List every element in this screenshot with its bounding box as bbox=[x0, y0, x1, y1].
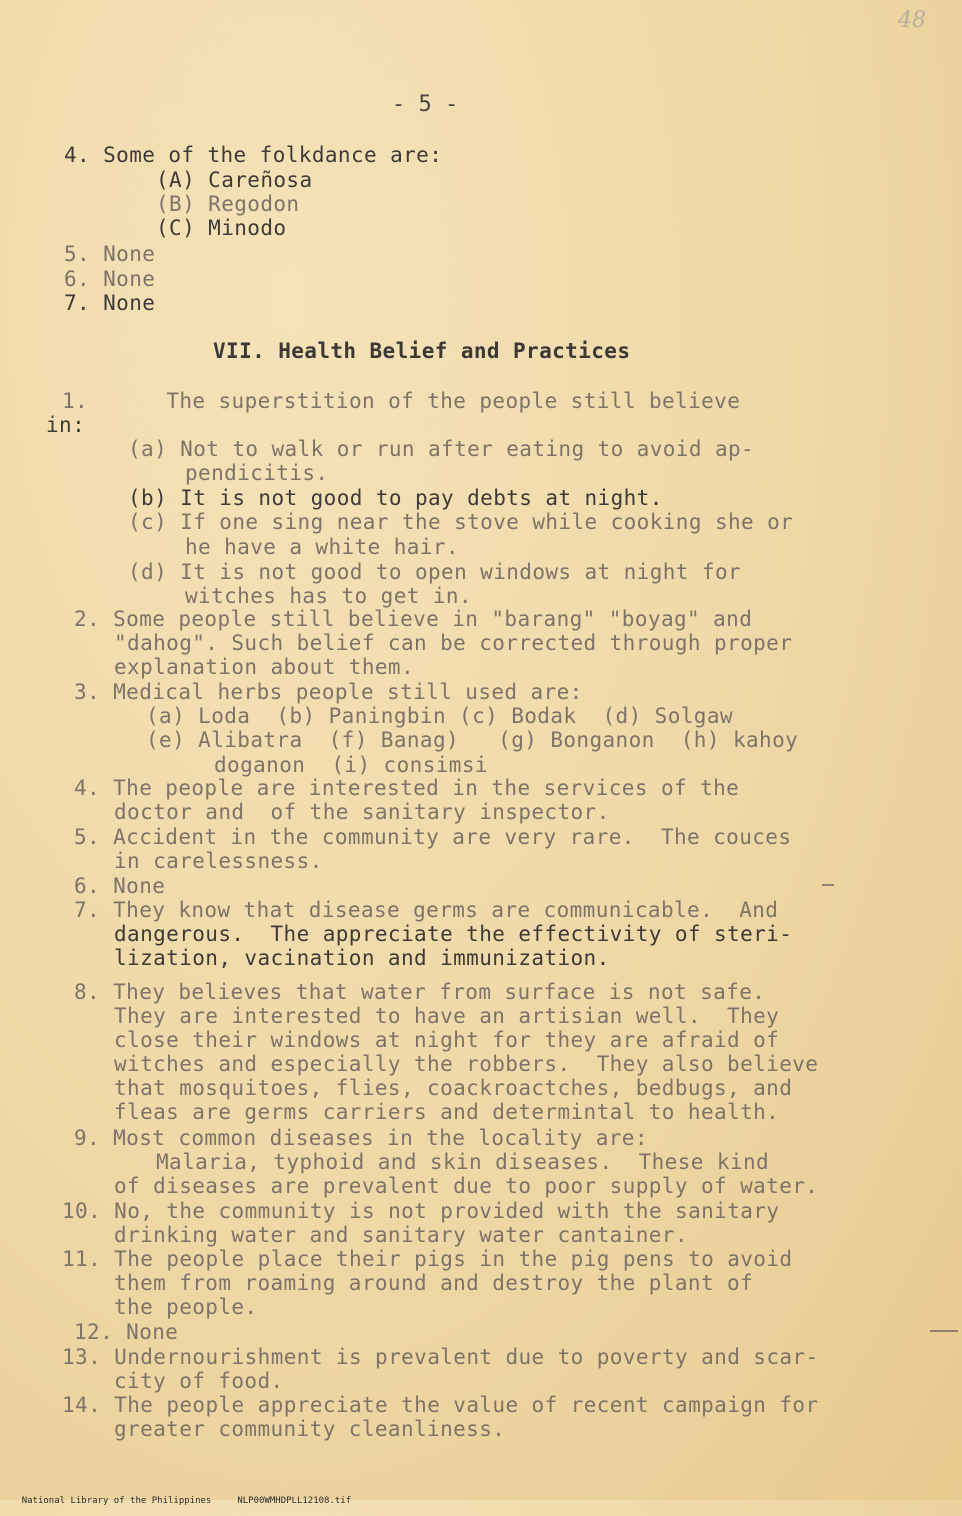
stray-mark bbox=[930, 1330, 958, 1332]
stray-mark bbox=[822, 884, 834, 886]
text-line: 11. The people place their pigs in the pig pens to avoid bbox=[62, 1247, 793, 1271]
text-line: (a) Not to walk or run after eating to avoid ap- bbox=[128, 437, 755, 461]
text-line: fleas are germs carriers and determintal to health. bbox=[114, 1100, 780, 1124]
text-line: city of food. bbox=[114, 1369, 284, 1393]
text-line: Malaria, typhoid and skin diseases. These kind bbox=[156, 1150, 770, 1174]
text-line: 4. Some of the folkdance are: bbox=[64, 143, 443, 167]
scan-footer bbox=[0, 1486, 377, 1516]
page-number: - 5 - bbox=[392, 92, 459, 117]
text-line: 9. Most common diseases in the locality are: bbox=[74, 1126, 648, 1150]
text-line: 4. The people are interested in the services of the bbox=[74, 776, 740, 800]
archive-number-mark: 48 bbox=[898, 8, 926, 33]
text-line: pendicitis. bbox=[185, 461, 329, 485]
text-line: 10. No, the community is not provided with the sanitary bbox=[62, 1199, 780, 1223]
text-line: 3. Medical herbs people still used are: bbox=[74, 680, 583, 704]
text-line: them from roaming around and destroy the plant of bbox=[114, 1271, 754, 1295]
text-line: 5. None bbox=[64, 242, 156, 266]
text-line: (B) Regodon bbox=[156, 192, 300, 216]
text-line: 13. Undernourishment is prevalent due to poverty and scar- bbox=[62, 1345, 819, 1369]
text-line: (b) It is not good to pay debts at night. bbox=[128, 486, 663, 510]
footer-file: NLP00WMHDPLL12108.tif bbox=[237, 1496, 352, 1506]
text-line: lization, vacination and immunization. bbox=[114, 946, 610, 970]
text-line: doctor and of the sanitary inspector. bbox=[114, 800, 610, 824]
footer-library: National Library of the Philippines bbox=[21, 1496, 212, 1506]
text-line: 5. Accident in the community are very rare. The couces bbox=[74, 825, 792, 849]
text-line: witches and especially the robbers. They also believe bbox=[114, 1052, 819, 1076]
text-line: that mosquitoes, flies, coackroactches, bedbugs, and bbox=[114, 1076, 793, 1100]
text-line: dangerous. The appreciate the effectivity of steri- bbox=[114, 922, 793, 946]
text-line: 8. They believes that water from surface is not safe. bbox=[74, 980, 766, 1004]
text-line: 2. Some people still believe in "barang" "boyag" and bbox=[74, 607, 753, 631]
text-line: drinking water and sanitary water cantainer. bbox=[114, 1223, 688, 1247]
text-line: "dahog". Such belief can be corrected through proper bbox=[114, 631, 793, 655]
text-line: greater community cleanliness. bbox=[114, 1417, 506, 1441]
text-line: explanation about them. bbox=[114, 655, 414, 679]
text-line: doganon (i) consimsi bbox=[214, 753, 488, 777]
text-line: 12. None bbox=[74, 1320, 179, 1344]
text-line: 7. They know that disease germs are communicable. And bbox=[74, 898, 779, 922]
text-line: (a) Loda (b) Paningbin (c) Bodak (d) Solgaw bbox=[146, 704, 733, 728]
text-line: 14. The people appreciate the value of recent campaign for bbox=[62, 1393, 819, 1417]
text-line: he have a white hair. bbox=[185, 535, 459, 559]
section-heading: VII. Health Belief and Practices bbox=[213, 339, 631, 363]
text-line: (A) Careñosa bbox=[156, 168, 313, 192]
text-line: They are interested to have an artisian well. They bbox=[114, 1004, 780, 1028]
text-line: the people. bbox=[114, 1295, 258, 1319]
text-line: (d) It is not good to open windows at night for bbox=[128, 560, 742, 584]
text-line: (C) Minodo bbox=[156, 216, 287, 240]
text-line: in: bbox=[46, 413, 86, 437]
text-line: of diseases are prevalent due to poor supply of water. bbox=[114, 1174, 819, 1198]
text-line: 7. None bbox=[64, 291, 156, 315]
text-line: (e) Alibatra (f) Banag) (g) Bonganon (h) kahoy bbox=[146, 728, 799, 752]
text-line: 1. The superstition of the people still believe bbox=[62, 389, 741, 413]
text-line: 6. None bbox=[74, 874, 166, 898]
text-line: 6. None bbox=[64, 267, 156, 291]
text-line: in carelessness. bbox=[114, 849, 323, 873]
text-line: witches has to get in. bbox=[185, 584, 472, 608]
text-line: (c) If one sing near the stove while cooking she or bbox=[128, 510, 794, 534]
text-line: close their windows at night for they are afraid of bbox=[114, 1028, 780, 1052]
